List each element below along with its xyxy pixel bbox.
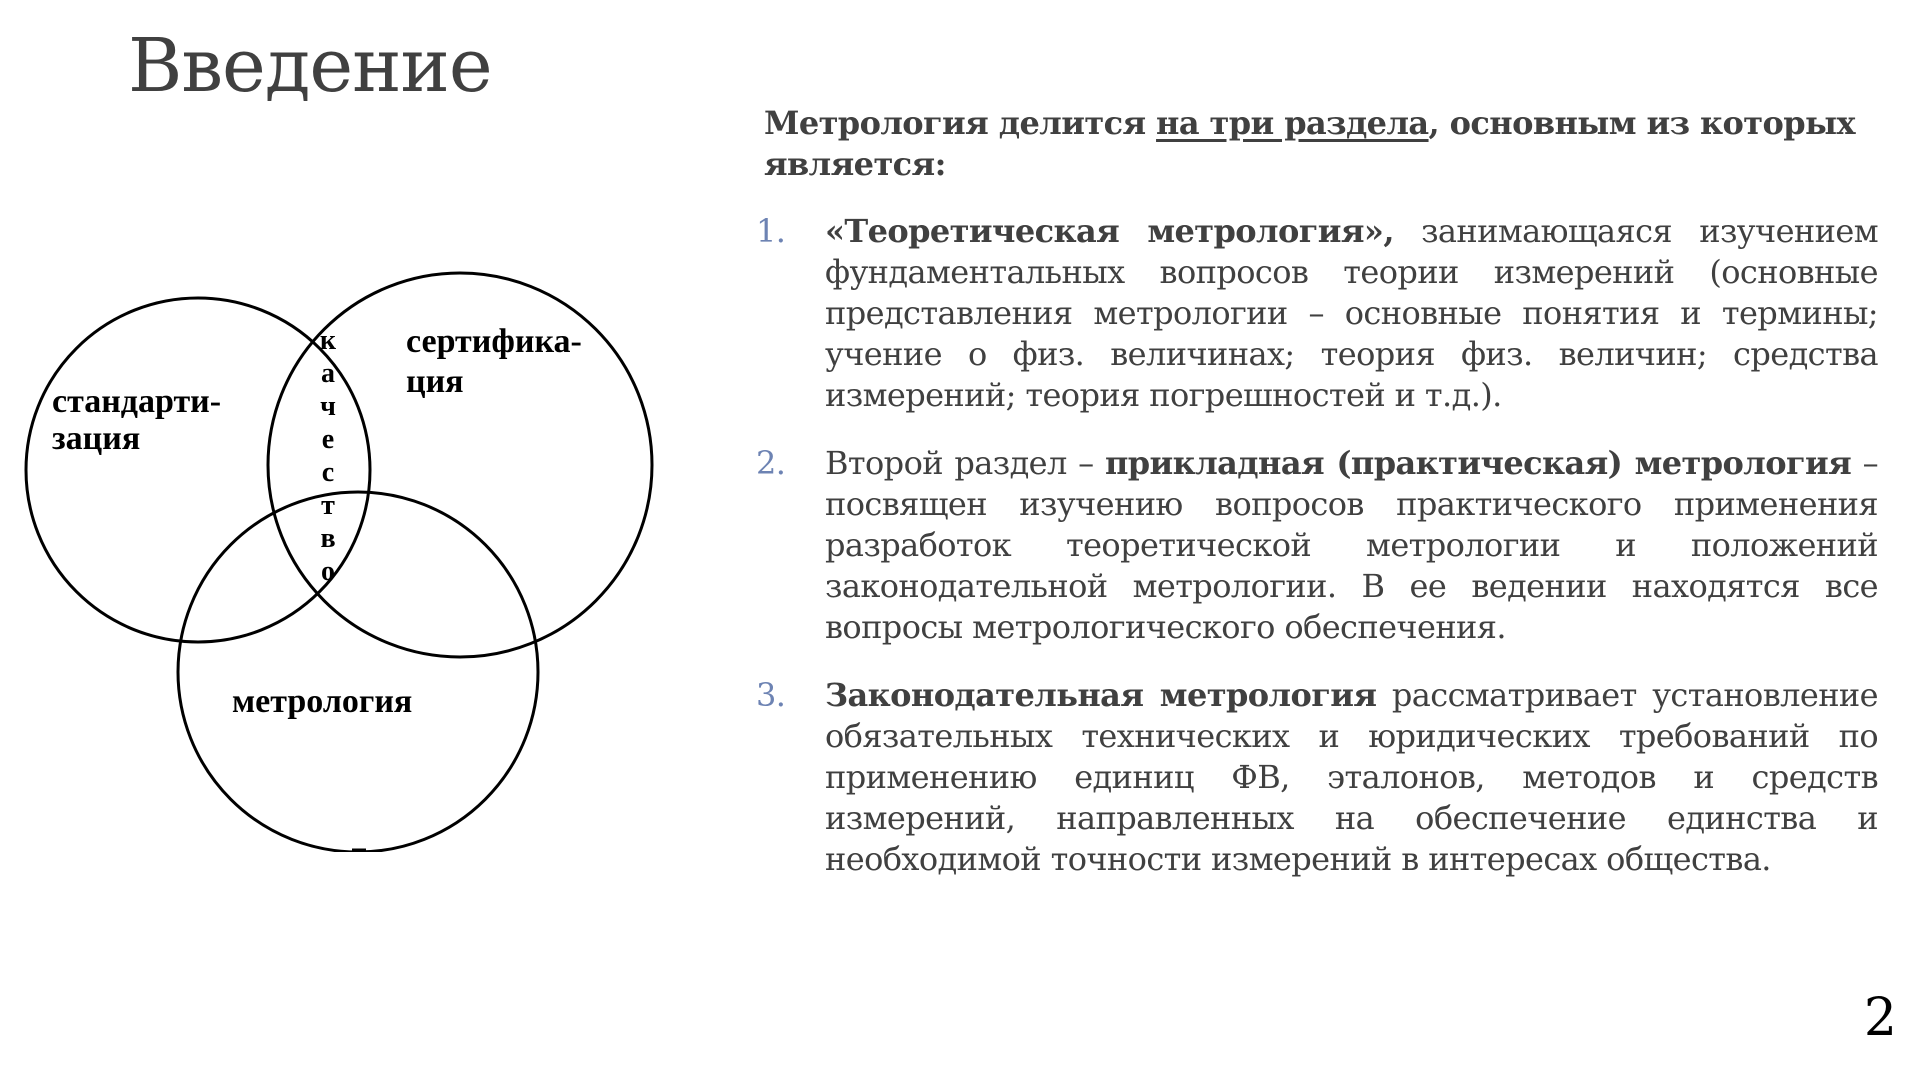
list-item xyxy=(756,675,1878,880)
item-text-lead: Второй раздел – xyxy=(825,444,1105,482)
item-text: – посвящен изучению вопросов практического применения разработок теоретической метрологии и положений законодательной метрологии. В ее ведении находятся все вопросы метрологического обеспечения. xyxy=(825,444,1878,646)
quality-letter: т xyxy=(321,490,335,521)
quality-letter: ч xyxy=(320,391,336,422)
intro-paragraph xyxy=(764,103,1878,185)
label-metrology: метрология xyxy=(232,683,413,720)
quality-letter: с xyxy=(321,457,335,488)
list-item xyxy=(756,211,1878,416)
intro-underlined: на три раздела xyxy=(1156,104,1429,142)
list-item xyxy=(756,443,1878,648)
slide-title: Введение xyxy=(128,23,492,109)
label-certification-2: ция xyxy=(406,363,464,400)
label-quality-vertical xyxy=(320,325,337,587)
item-text: занимающаяся изучением фундаментальных вопросов теории измерений (основные представления метрологии – основные понятия и термины; учение о физ. величинах; теория физ. величин; средства измерений; теория погрешностей и т.д.). xyxy=(825,212,1878,414)
circle-metrology xyxy=(178,492,538,852)
quality-letter: о xyxy=(321,556,335,587)
item-bold-term: Законодательная метрология xyxy=(825,676,1377,714)
intro-after: , основным из которых является: xyxy=(764,104,1855,183)
list-number: 3. xyxy=(756,676,786,714)
venn-diagram xyxy=(10,262,670,852)
sections-list xyxy=(756,211,1878,880)
label-standardization-2: зация xyxy=(52,420,141,457)
quality-letter: в xyxy=(320,523,336,554)
quality-letter: е xyxy=(321,424,335,455)
quality-letter: а xyxy=(321,358,335,389)
list-number: 2. xyxy=(756,444,786,482)
venn-svg xyxy=(10,262,670,852)
label-standardization-1: стандарти- xyxy=(52,383,222,420)
item-text: рассматривает установление обязательных технических и юридических требований по применению единиц ФВ, эталонов, методов и средств измерений, направленных на обеспечение единства и необходимой точности измерений в интересах общества. xyxy=(825,676,1878,878)
quality-letter: к xyxy=(319,325,337,356)
label-certification-1: сертифика- xyxy=(406,323,582,360)
list-number: 1. xyxy=(756,212,786,250)
page-number: 2 xyxy=(1863,988,1897,1048)
content-area xyxy=(756,103,1878,907)
intro-before: Метрология делится xyxy=(764,104,1157,142)
item-bold-term: прикладная (практическая) метрология xyxy=(1104,444,1852,482)
item-bold-term: «Теоретическая метрология», xyxy=(825,212,1394,250)
